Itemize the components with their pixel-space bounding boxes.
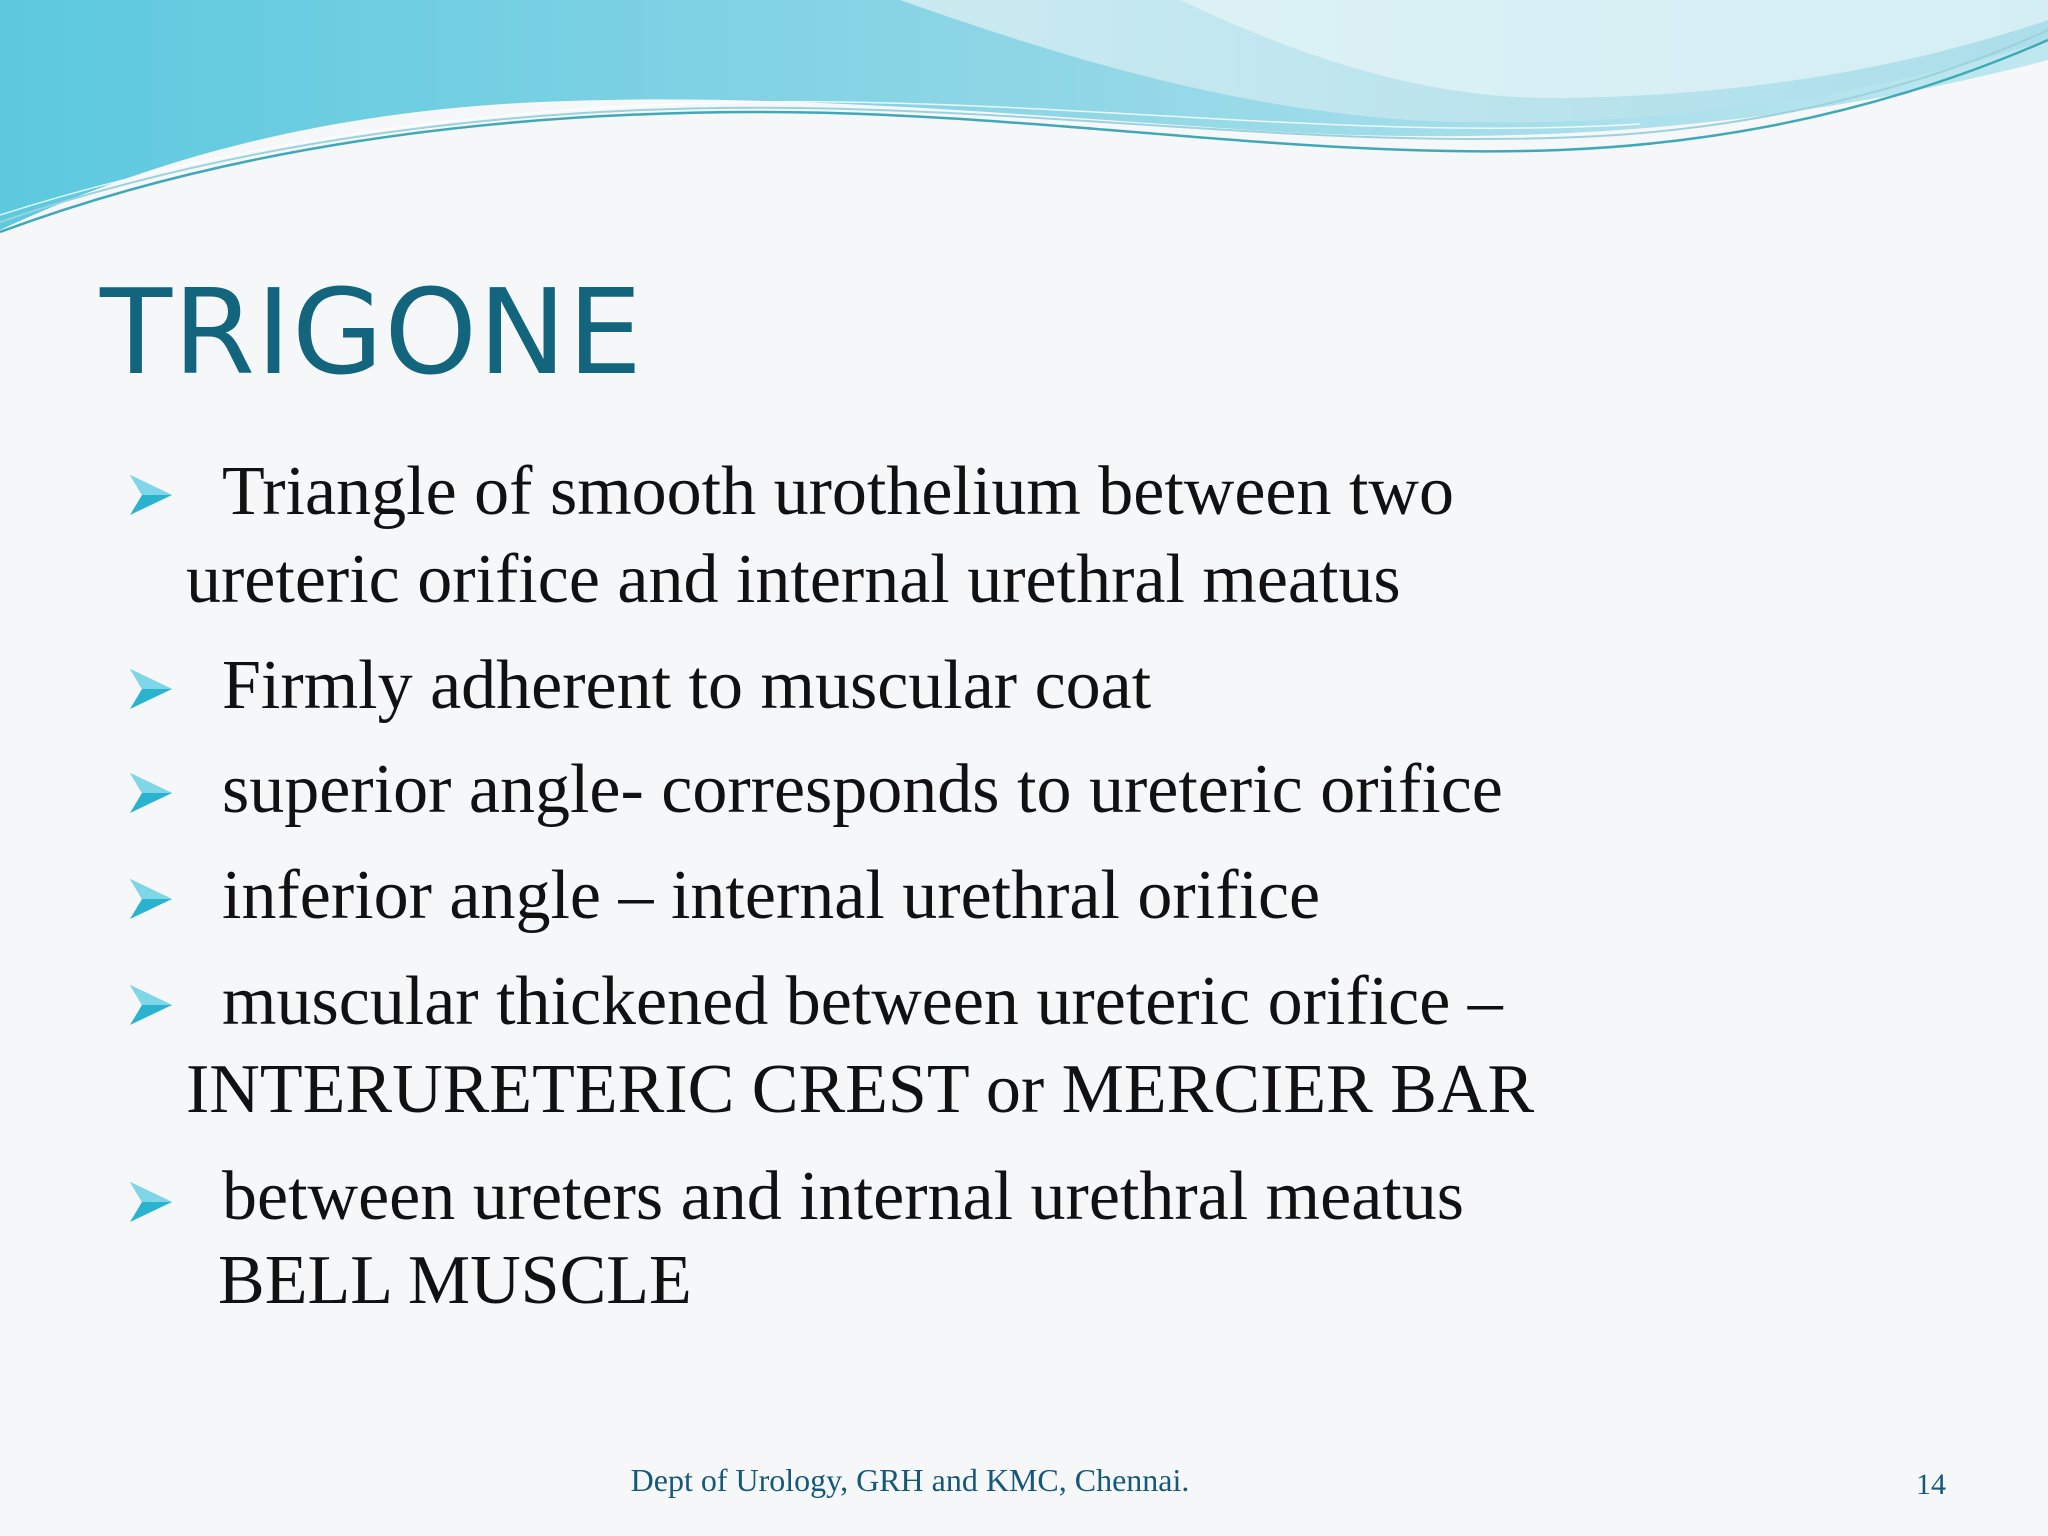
arrowhead-bullet-icon bbox=[128, 1179, 174, 1225]
bullet-text-continuation: BELL MUSCLE bbox=[218, 1242, 692, 1319]
slide-number: 14 bbox=[1916, 1468, 1946, 1501]
bullet-text: Firmly adherent to muscular coat bbox=[222, 647, 1152, 724]
arrowhead-bullet-icon bbox=[128, 876, 174, 922]
bullet-text: Triangle of smooth urothelium between two bbox=[222, 453, 1454, 530]
bullet-text-continuation: INTERURETERIC CREST or MERCIER BAR bbox=[186, 1051, 1535, 1128]
bullet-text: inferior angle – internal urethral orifice bbox=[222, 857, 1321, 934]
slide-title: TRIGONE bbox=[100, 263, 644, 401]
bullet-text: between ureters and internal urethral meatus bbox=[222, 1158, 1464, 1235]
bullet-text-continuation: ureteric orifice and internal urethral meatus bbox=[186, 541, 1401, 618]
arrowhead-bullet-icon bbox=[128, 666, 174, 712]
bullet-text: superior angle- corresponds to ureteric orifice bbox=[222, 751, 1503, 828]
arrowhead-bullet-icon bbox=[128, 472, 174, 518]
slide-footer: Dept of Urology, GRH and KMC, Chennai. bbox=[630, 1462, 1190, 1498]
bullet-text: muscular thickened between ureteric orifice – bbox=[222, 963, 1503, 1040]
arrowhead-bullet-icon bbox=[128, 770, 174, 816]
header-wave-decoration bbox=[0, 0, 2048, 240]
arrowhead-bullet-icon bbox=[128, 982, 174, 1028]
